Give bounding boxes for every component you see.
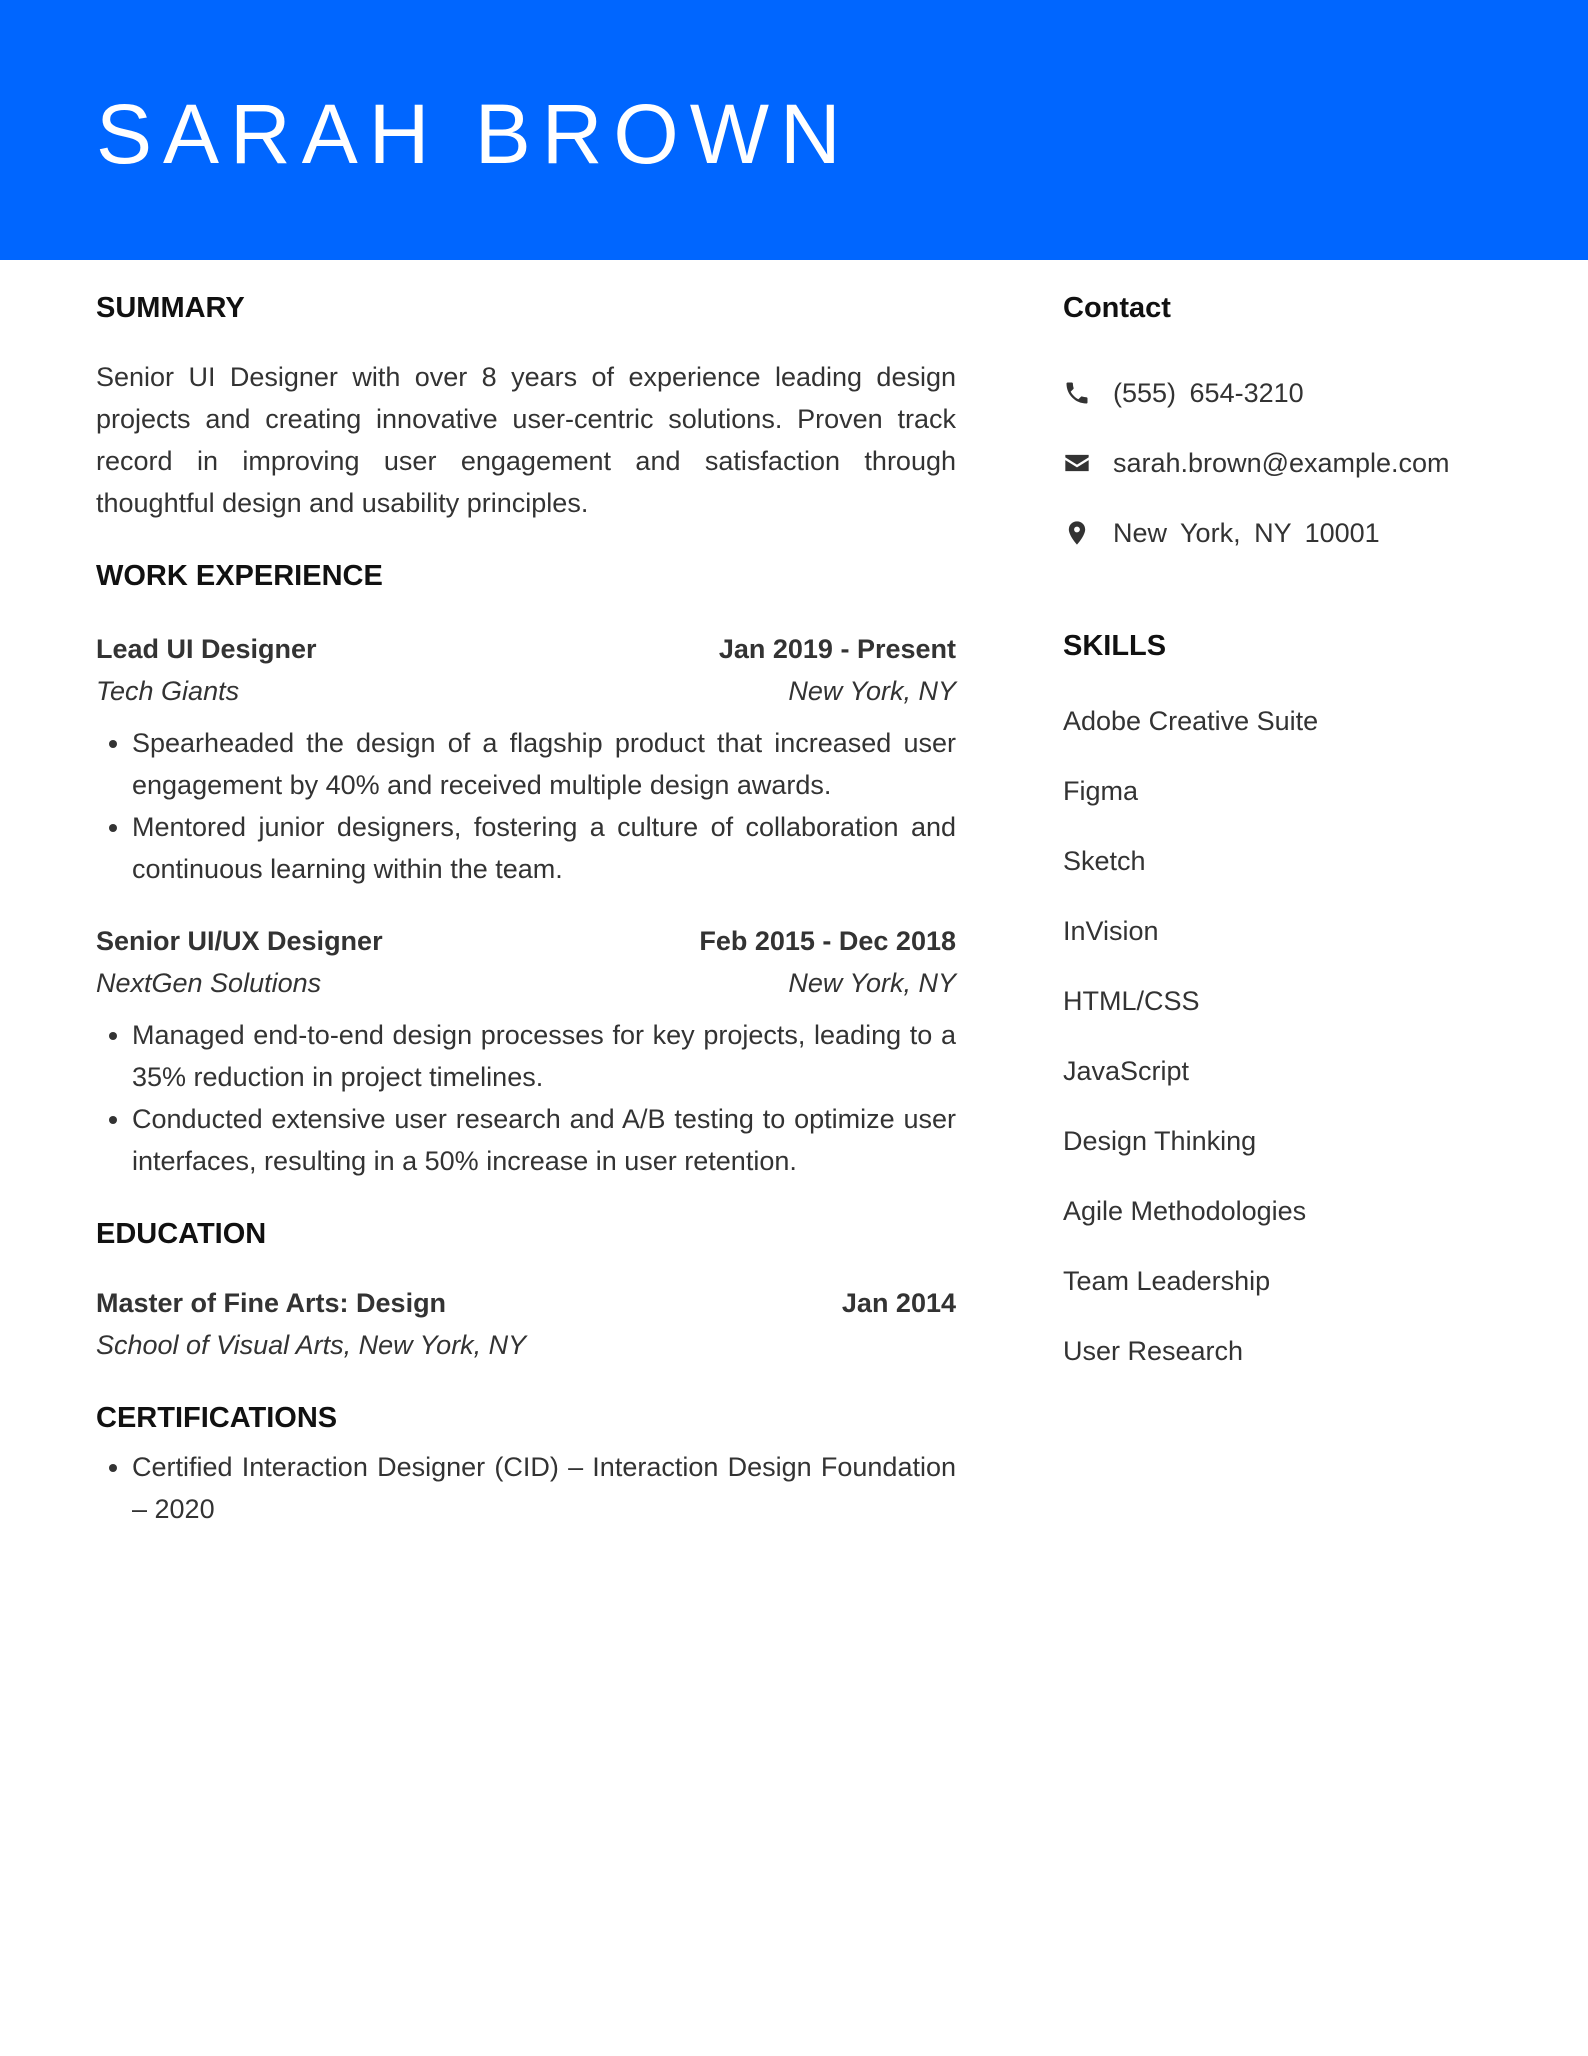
- sidebar-column: [1063, 290, 1523, 1386]
- skill-item: Adobe Creative Suite: [1063, 706, 1319, 736]
- job-dates: Jan 2019 - Present: [718, 634, 956, 664]
- skill-item: Agile Methodologies: [1063, 1196, 1307, 1226]
- job-entry: [96, 920, 956, 1182]
- work-experience-heading: WORK EXPERIENCE: [96, 560, 383, 592]
- job-company: Tech Giants: [96, 676, 240, 706]
- skill-item: Design Thinking: [1063, 1126, 1257, 1156]
- skill-item: InVision: [1063, 916, 1159, 946]
- skills-heading: SKILLS: [1063, 630, 1167, 662]
- skill-item: Team Leadership: [1063, 1266, 1271, 1296]
- contact-email: [1063, 428, 1523, 498]
- skill-list: [1063, 686, 1523, 1386]
- skills-section: [1063, 628, 1523, 1386]
- job-title: Lead UI Designer: [96, 634, 317, 664]
- school: School of Visual Arts, New York, NY: [96, 1330, 527, 1360]
- certification-list: [96, 1446, 956, 1530]
- skill-item: HTML/CSS: [1063, 986, 1200, 1016]
- contact-phone: [1063, 358, 1523, 428]
- skill-item: Sketch: [1063, 846, 1146, 876]
- job-bullet: • Conducted extensive user research and A/B testing to optimize user interfaces, resulting in a 50% increase in user retention.: [132, 1098, 956, 1182]
- contact-section: [1063, 290, 1523, 568]
- phone-icon: [1063, 379, 1091, 407]
- skill-item: User Research: [1063, 1336, 1244, 1366]
- summary-text: Senior UI Designer with over 8 years of experience leading design projects and creating innovative user-centric solutions. Proven track record in improving user engagement and satisfaction through thoughtful design and usability principles.: [96, 362, 956, 518]
- main-column: [96, 290, 956, 1530]
- job-bullets: [96, 722, 956, 890]
- contact-location: [1063, 498, 1523, 568]
- job-bullet: • Mentored junior designers, fostering a culture of collaboration and continuous learning within the team.: [132, 806, 956, 890]
- contact-heading: Contact: [1063, 292, 1171, 324]
- header-banner: [0, 0, 1588, 260]
- job-location: New York, NY: [788, 968, 956, 998]
- job-location: New York, NY: [788, 676, 956, 706]
- work-experience-section: [96, 558, 956, 1182]
- envelope-icon: [1063, 449, 1091, 477]
- certifications-heading: CERTIFICATIONS: [96, 1402, 338, 1434]
- certifications-section: [96, 1400, 956, 1530]
- certification-item: • Certified Interaction Designer (CID) – Interaction Design Foundation – 2020: [132, 1446, 956, 1530]
- phone-value: (555) 654-3210: [1113, 377, 1304, 408]
- map-pin-icon: [1063, 519, 1091, 547]
- email-value: sarah.brown@example.com: [1113, 447, 1450, 478]
- job-bullet: • Managed end-to-end design processes for key projects, leading to a 35% reduction in project timelines.: [132, 1014, 956, 1098]
- skill-item: JavaScript: [1063, 1056, 1190, 1086]
- candidate-name: SARAH BROWN: [96, 87, 852, 181]
- summary-section: [96, 290, 956, 524]
- job-title: Senior UI/UX Designer: [96, 926, 383, 956]
- education-heading: EDUCATION: [96, 1218, 267, 1250]
- job-bullet: • Spearheaded the design of a flagship product that increased user engagement by 40% and received multiple design awards.: [132, 722, 956, 806]
- education-date: Jan 2014: [841, 1288, 956, 1318]
- job-entry: [96, 628, 956, 890]
- job-dates: Feb 2015 - Dec 2018: [699, 926, 956, 956]
- job-bullets: [96, 1014, 956, 1182]
- location-value: New York, NY 10001: [1113, 517, 1380, 548]
- degree: Master of Fine Arts: Design: [96, 1288, 447, 1318]
- skill-item: Figma: [1063, 776, 1139, 806]
- job-company: NextGen Solutions: [96, 968, 322, 998]
- summary-heading: SUMMARY: [96, 292, 245, 324]
- education-section: [96, 1216, 956, 1366]
